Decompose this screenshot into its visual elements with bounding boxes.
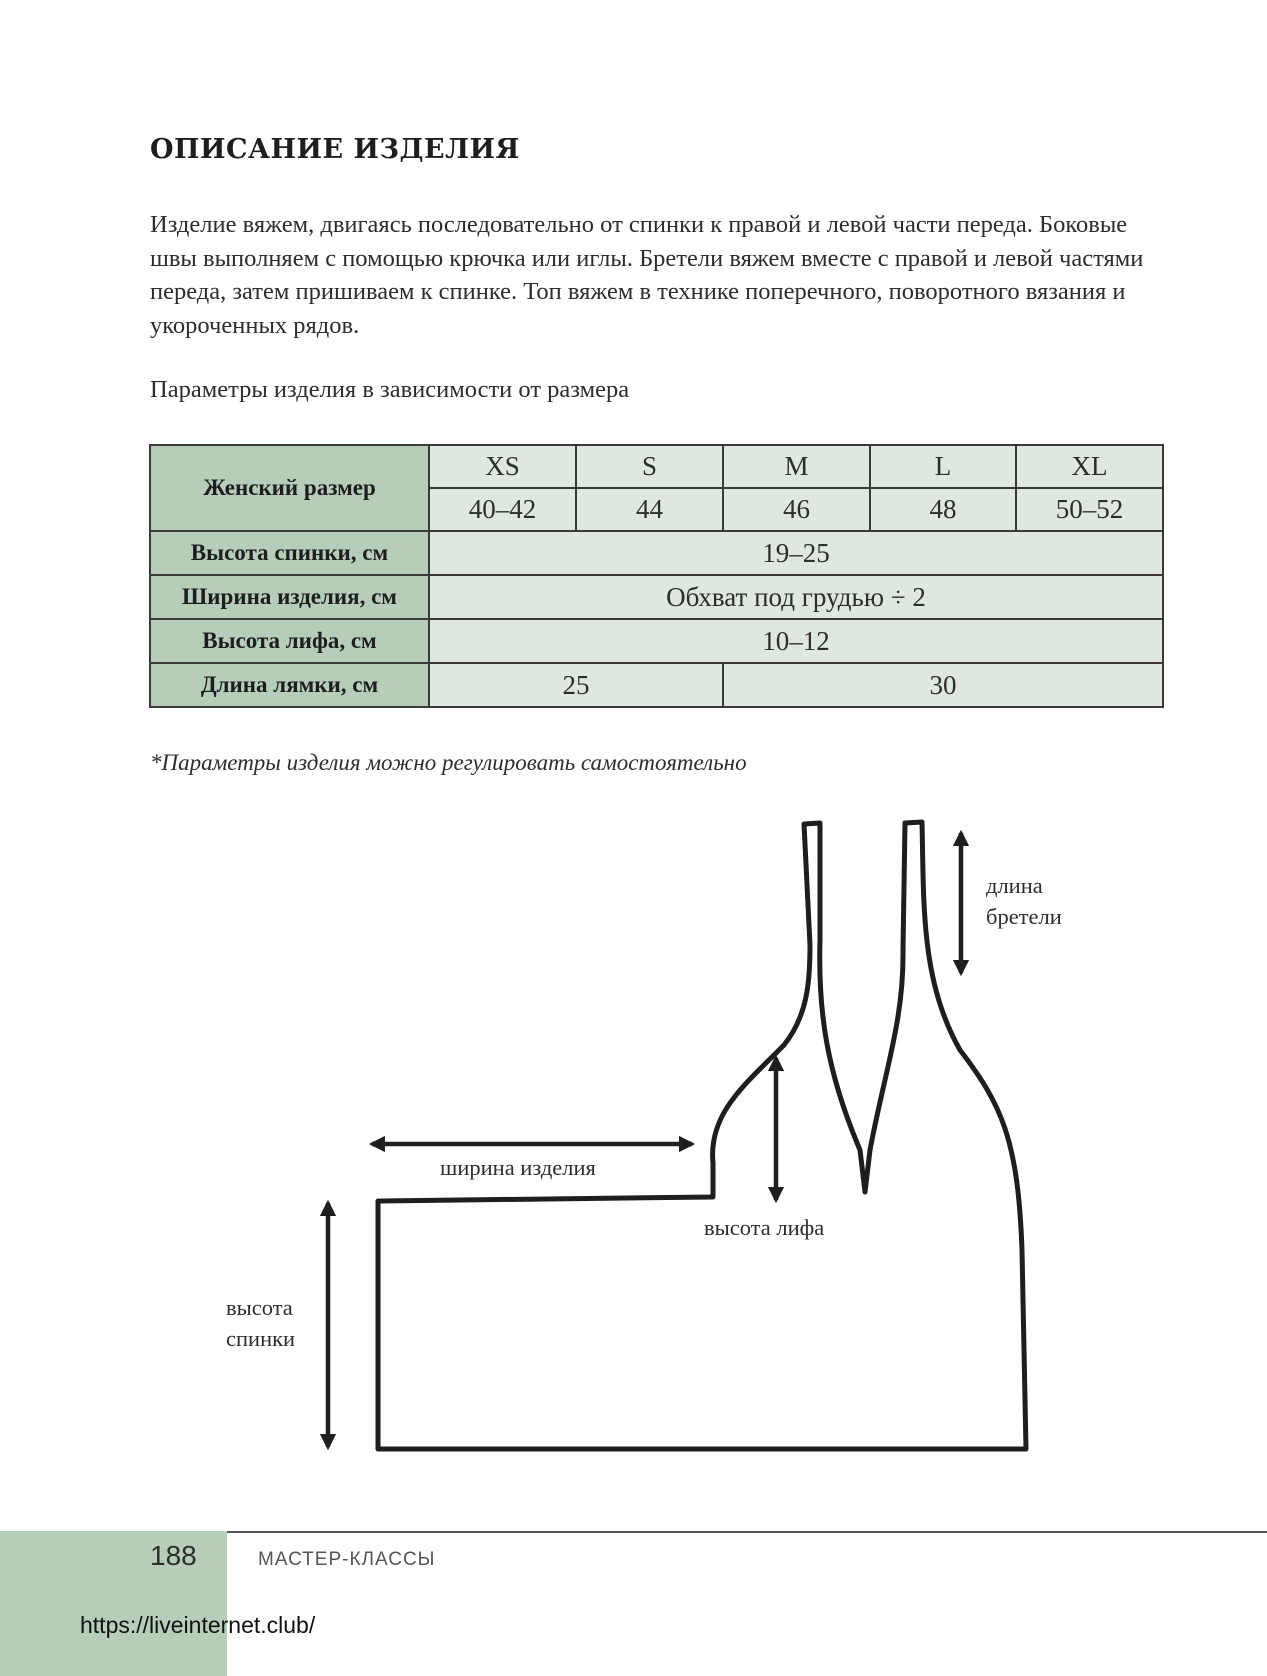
strap-length-small-value: 25 [429,663,723,707]
size-number-l: 48 [870,488,1016,531]
back-height-value: 19–25 [429,531,1163,575]
back-height-label: Высота спинки, см [150,531,429,575]
strap-length-label-line2: бретели [986,904,1062,929]
size-parameters-table [149,444,1164,708]
bodice-height-label-diagram: высота лифа [704,1215,825,1240]
size-m: M [723,445,870,488]
width-value: Обхват под грудью ÷ 2 [429,575,1163,619]
table-row [150,445,1163,488]
strap-length-label-diagram [986,870,1062,932]
footnote: *Параметры изделия можно регулировать самостоятельно [150,750,747,775]
table-row [150,575,1163,619]
bodice-height-value: 10–12 [429,619,1163,663]
intro-paragraph: Изделие вяжем, двигаясь последовательно от спинки к правой и левой части переда. Боковые швы выполняем с помощью крючка или иглы. Бретели вяжем вместе с правой и левой частями переда, затем пришиваем к спинке. Топ вяжем в технике поперечного, поворотного вязания и укороченных рядов. [150,211,1144,339]
width-label: Ширина изделия, см [150,575,429,619]
size-number-xs: 40–42 [429,488,576,531]
strap-length-large-value: 30 [723,663,1163,707]
back-height-label-line1: высота [226,1295,293,1320]
top-pattern-diagram [0,800,1267,1500]
table-row [150,619,1163,663]
size-number-s: 44 [576,488,723,531]
table-row [150,663,1163,707]
table-caption: Параметры изделия в зависимости от размера [150,376,630,403]
size-l: L [870,445,1016,488]
watermark-url: https://liveinternet.club/ [80,1612,316,1638]
footer-divider [227,1531,1267,1533]
back-height-label-diagram [226,1292,295,1354]
back-height-label-line2: спинки [226,1326,296,1351]
strap-length-label-line1: длина [986,873,1043,898]
size-xl: XL [1016,445,1163,488]
page-number: 188 [150,1540,197,1571]
width-label-diagram: ширина изделия [440,1155,596,1180]
table-row [150,531,1163,575]
strap-length-label: Длина лямки, см [150,663,429,707]
section-name: МАСТЕР-КЛАССЫ [258,1549,436,1570]
size-xs: XS [429,445,576,488]
section-heading: ОПИСАНИЕ ИЗДЕЛИЯ [150,134,520,165]
garment-outline [378,822,1026,1449]
bodice-height-label: Высота лифа, см [150,619,429,663]
size-header-cell: Женский размер [150,445,429,531]
size-number-xl: 50–52 [1016,488,1163,531]
size-s: S [576,445,723,488]
size-number-m: 46 [723,488,870,531]
